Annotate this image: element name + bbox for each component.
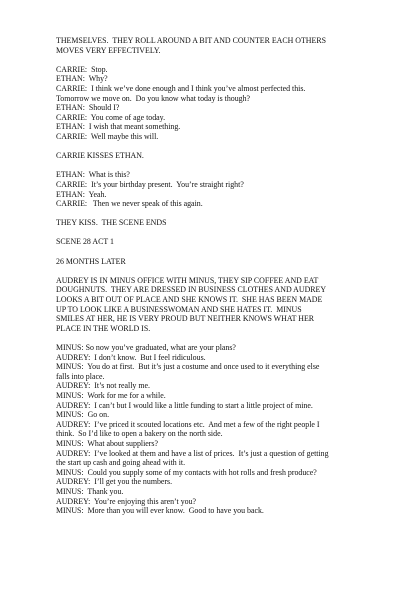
- text-line: MINUS: What about suppliers?: [56, 438, 158, 448]
- text-line: THEMSELVES. THEY ROLL AROUND A BIT AND COUNTER EACH OTHERS: [56, 36, 326, 45]
- text-line: AUDREY: I can’t but I would like a little funding to start a little project of mine.: [56, 400, 313, 410]
- text-line: ETHAN: Yeah.: [56, 189, 107, 199]
- script-body: [56, 36, 380, 516]
- text-line: MINUS: You do at first. But it’s just a costume and once used to it everything else: [56, 362, 320, 372]
- text-line: CARRIE KISSES ETHAN.: [56, 151, 144, 161]
- scene-heading: [56, 257, 380, 267]
- text-line: AUDREY: I don’t know. But I feel ridiculous.: [56, 352, 206, 362]
- text-line: CARRIE: Stop.: [56, 64, 108, 74]
- text-line: MINUS: Thank you.: [56, 486, 124, 496]
- text-line: think. So I’d like to open a bakery on the north side.: [56, 429, 223, 439]
- dialogue-block: [56, 170, 380, 208]
- text-line: falls into place.: [56, 371, 105, 381]
- text-line: CARRIE: You come of age today.: [56, 112, 166, 122]
- text-line: SCENE 28 ACT 1: [56, 237, 114, 247]
- text-line: Tomorrow we move on. Do you know what today is though?: [56, 93, 251, 103]
- stage-direction: [56, 218, 380, 228]
- text-line: MINUS: Go on.: [56, 410, 110, 420]
- text-line: MINUS: So now you’ve graduated, what are your plans?: [56, 343, 236, 352]
- text-line: 26 MONTHS LATER: [56, 256, 126, 266]
- text-line: CARRIE: I think we’ve done enough and I think you’ve almost perfected this.: [56, 83, 306, 93]
- dialogue-block: [56, 65, 380, 142]
- text-line: THEY KISS. THE SCENE ENDS: [56, 218, 167, 228]
- text-line: CARRIE: Then we never speak of this again.: [56, 199, 203, 209]
- text-line: AUDREY: It’s not really me.: [56, 381, 150, 391]
- text-line: SMILES AT HER, HE IS VERY PROUD BUT NEITHER KNOWS WHAT HER: [56, 314, 315, 324]
- text-line: AUDREY IS IN MINUS OFFICE WITH MINUS, THEY SIP COFFEE AND EAT: [56, 275, 319, 285]
- text-line: MINUS: More than you will ever know. Good to have you back.: [56, 506, 264, 516]
- stage-direction: [56, 36, 380, 55]
- dialogue-block: [56, 343, 380, 516]
- text-line: ETHAN: I wish that meant something.: [56, 122, 181, 132]
- text-line: AUDREY: I’ll get you the numbers.: [56, 477, 173, 487]
- text-line: DOUGHNUTS. THEY ARE DRESSED IN BUSINESS CLOTHES AND AUDREY: [56, 285, 327, 295]
- text-line: AUDREY: I’ve looked at them and have a list of prices. It’s just a question of getting: [56, 448, 329, 458]
- text-line: ETHAN: What is this?: [56, 170, 130, 180]
- text-line: AUDREY: I’ve priced it scouted locations etc. And met a few of the right people I: [56, 419, 320, 429]
- text-line: MINUS: Work for me for a while.: [56, 390, 166, 400]
- text-line: AUDREY: You’re enjoying this aren’t you?: [56, 496, 197, 506]
- stage-direction: [56, 276, 380, 334]
- text-line: MINUS: Could you supply some of my contacts with hot rolls and fresh produce?: [56, 467, 317, 477]
- text-line: LOOKS A BIT OUT OF PLACE AND SHE KNOWS IT. SHE HAS BEEN MADE: [56, 295, 323, 305]
- text-line: the start up cash and going ahead with it.: [56, 458, 186, 468]
- text-line: MOVES VERY EFFECTIVELY.: [56, 45, 161, 55]
- text-line: CARRIE: It’s your birthday present. You’re straight right?: [56, 179, 244, 189]
- text-line: ETHAN: Should I?: [56, 103, 120, 113]
- text-line: ETHAN: Why?: [56, 74, 108, 84]
- scene-heading: [56, 237, 380, 247]
- text-line: UP TO LOOK LIKE A BUSINESSWOMAN AND SHE HATES IT. MINUS: [56, 304, 302, 314]
- stage-direction: [56, 151, 380, 161]
- text-line: CARRIE: Well maybe this will.: [56, 131, 159, 141]
- text-line: PLACE IN THE WORLD IS.: [56, 323, 151, 333]
